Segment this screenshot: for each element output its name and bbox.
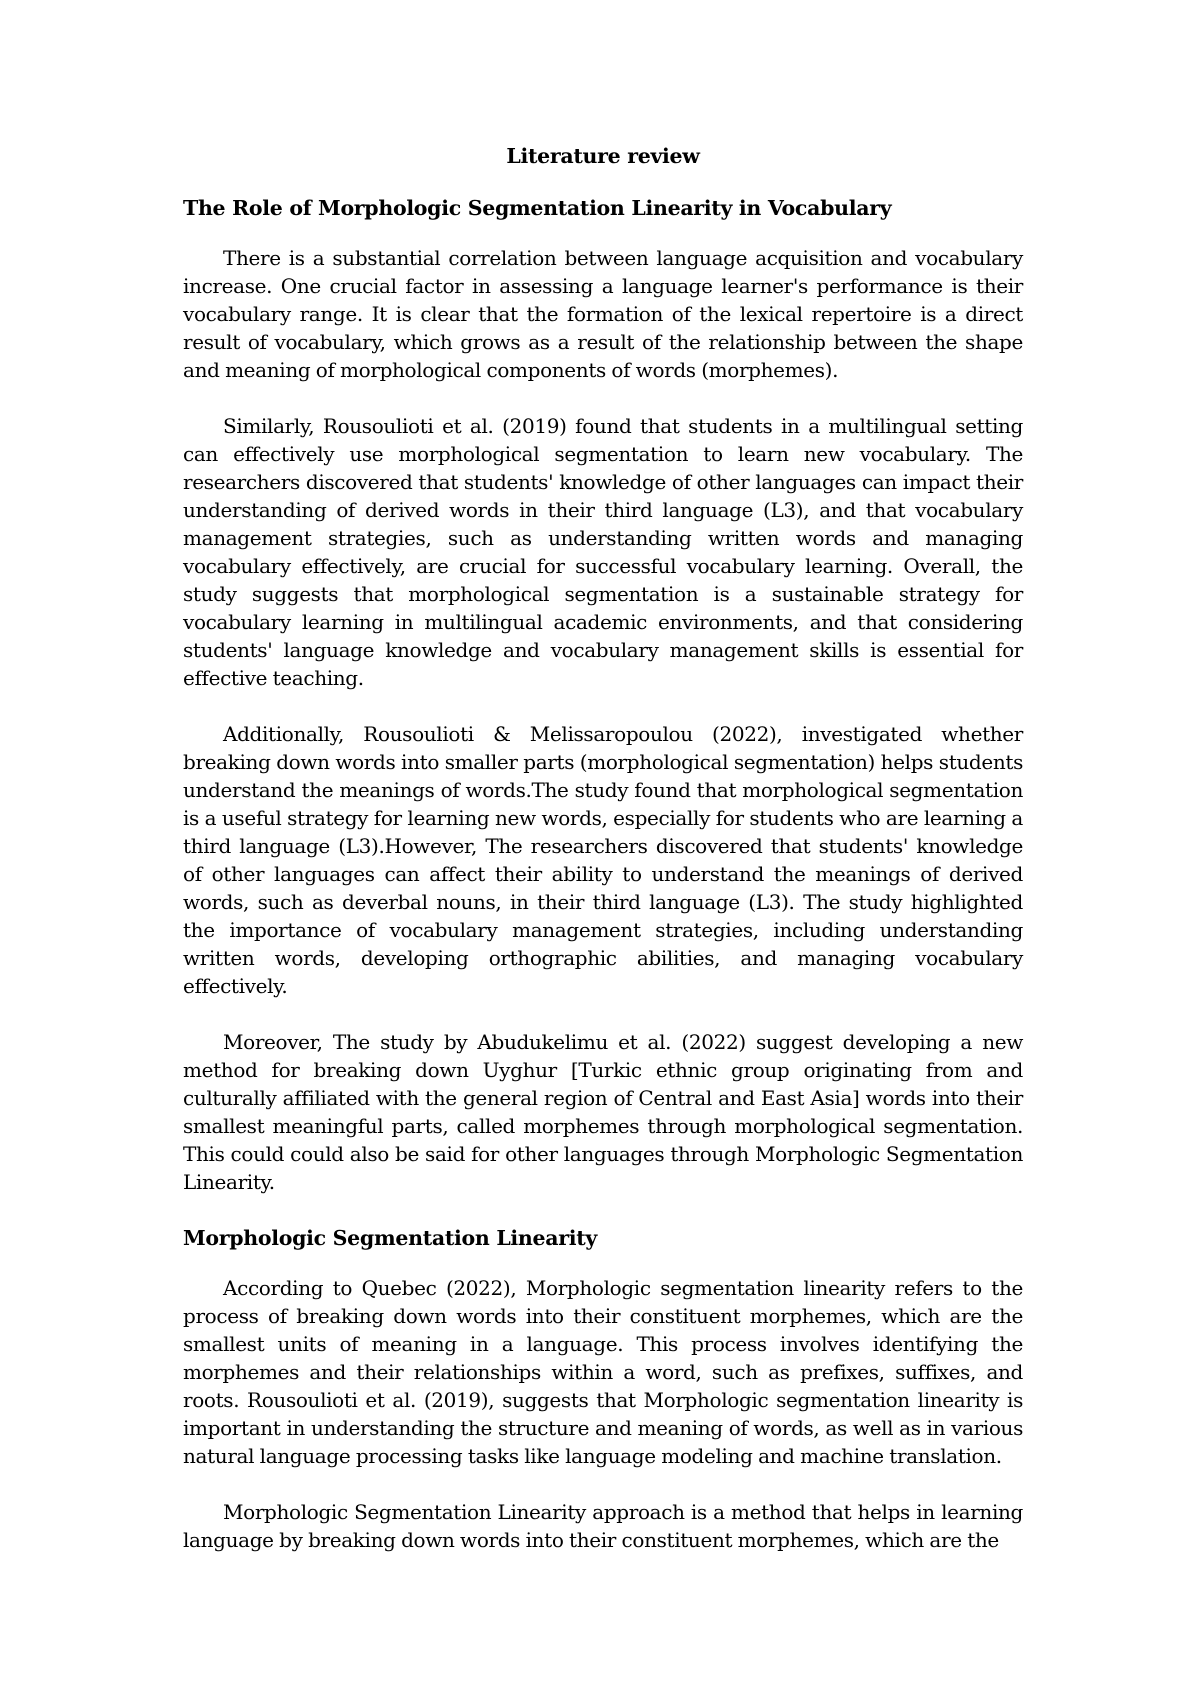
paragraph: Moreover, The study by Abudukelimu et al. (2022) suggest developing a new method for breaking down Uyghur [Turkic ethnic group originating from and culturally affiliated with the general region of Central and East Asia] words into their smallest meaningful parts, called morphemes through morphological segmentation. This could could also be said for other languages through Morphologic Segmentation Linearity. — [183, 1030, 1023, 1194]
paragraph: Morphologic Segmentation Linearity approach is a method that helps in learning language by breaking down words into their constituent morphemes, which are the — [183, 1500, 1023, 1552]
document-body — [183, 142, 1023, 1554]
paragraph: According to Quebec (2022), Morphologic segmentation linearity refers to the process of breaking down words into their constituent morphemes, which are the smallest units of meaning in a language. This process involves identifying the morphemes and their relationships within a word, such as prefixes, suffixes, and roots. Rousoulioti et al. (2019), suggests that Morphologic segmentation linearity is important in understanding the structure and meaning of words, as well as in various natural language processing tasks like language modeling and machine translation. — [183, 1276, 1023, 1468]
paragraph: Similarly, Rousoulioti et al. (2019) found that students in a multilingual setting can effectively use morphological segmentation to learn new vocabulary. The researchers discovered that students' knowledge of other languages can impact their understanding of derived words in their third language (L3), and that vocabulary management strategies, such as understanding written words and managing vocabulary effectively, are crucial for successful vocabulary learning. Overall, the study suggests that morphological segmentation is a sustainable strategy for vocabulary learning in multilingual academic environments, and that considering students' language knowledge and vocabulary management skills is essential for effective teaching. — [183, 414, 1023, 690]
paragraph: Additionally, Rousoulioti & Melissaropoulou (2022), investigated whether breaking down words into smaller parts (morphological segmentation) helps students understand the meanings of words.The study found that morphological segmentation is a useful strategy for learning new words, especially for students who are learning a third language (L3).However, The researchers discovered that students' knowledge of other languages can affect their ability to understand the meanings of derived words, such as deverbal nouns, in their third language (L3). The study highlighted the importance of vocabulary management strategies, including understanding written words, developing orthographic abilities, and managing vocabulary effectively. — [183, 722, 1023, 998]
paragraph: There is a substantial correlation between language acquisition and vocabulary increase. One crucial factor in assessing a language learner's performance is their vocabulary range. It is clear that the formation of the lexical repertoire is a direct result of vocabulary, which grows as a result of the relationship between the shape and meaning of morphological components of words (morphemes). — [183, 246, 1023, 382]
page-title: Literature review — [506, 144, 700, 168]
section-heading-msl: Morphologic Segmentation Linearity — [183, 1226, 598, 1250]
section-heading-role-of-msl: The Role of Morphologic Segmentation Linearity in Vocabulary — [183, 196, 892, 220]
